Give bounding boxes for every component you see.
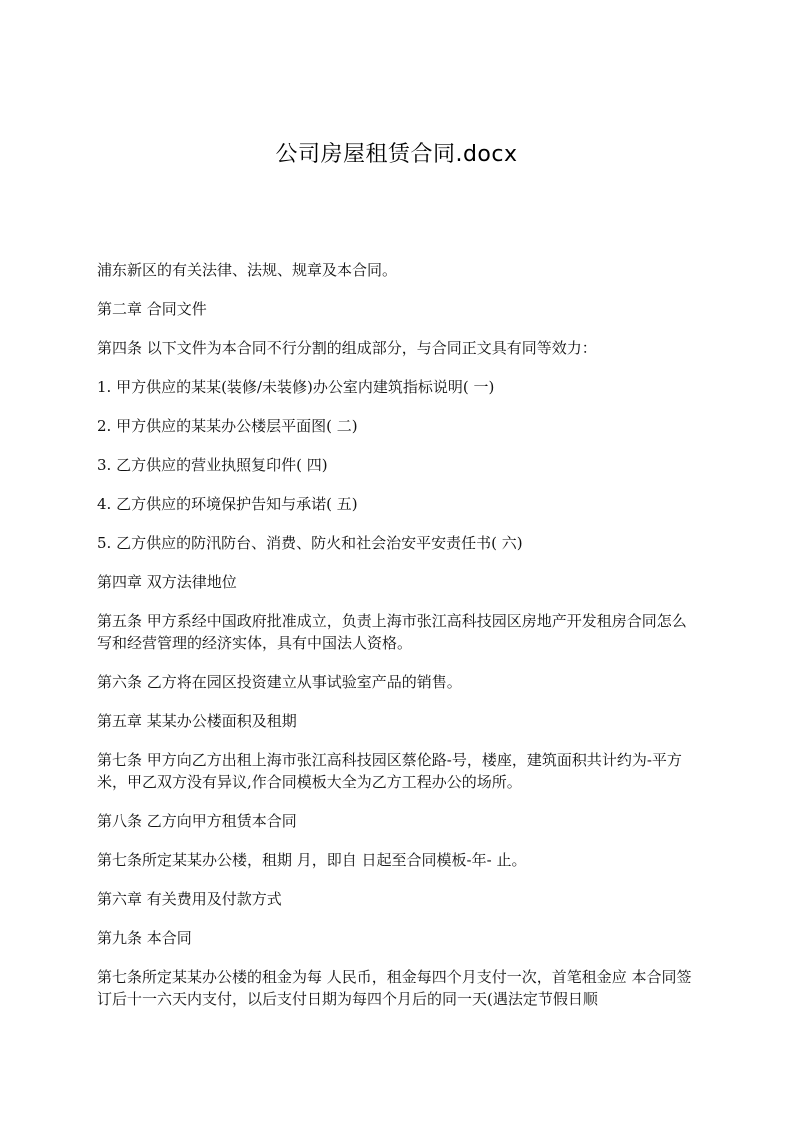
list-item: 2. 甲方供应的某某办公楼层平面图( 二)	[97, 417, 358, 435]
paragraph: 第八条 乙方向甲方租赁本合同	[97, 812, 297, 830]
paragraph: 第六条 乙方将在园区投资建立从事试验室产品的销售。	[97, 673, 462, 691]
paragraph: 第四条 以下文件为本合同不行分割的组成部分，与合同正文具有同等效力：	[97, 339, 597, 357]
chapter-heading: 第四章 双方法律地位	[97, 573, 237, 591]
document-title: 公司房屋租赁合同.docx	[275, 142, 518, 167]
paragraph: 第五条 甲方系经中国政府批准成立，负责上海市张江高科技园区房地产开发租房合同怎么写和经营管理的经济实体，具有中国法人资格。	[97, 612, 687, 652]
list-item: 5. 乙方供应的防汛防台、消费、防火和社会治安平安责任书( 六)	[97, 534, 523, 552]
chapter-heading: 第五章 某某办公楼面积及租期	[97, 712, 297, 730]
chapter-heading: 第六章 有关费用及付款方式	[97, 890, 282, 908]
list-item: 3. 乙方供应的营业执照复印件( 四)	[97, 456, 328, 474]
paragraph: 第七条所定某某办公楼，租期 月，即自 日起至合同模板-年- 止。	[97, 851, 527, 869]
paragraph: 浦东新区的有关法律、法规、规章及本合同。	[97, 261, 398, 279]
paragraph: 第七条 甲方向乙方出租上海市张江高科技园区蔡伦路-号，楼座，建筑面积共计约为-平方米，甲乙双方没有异议,作合同模板大全为乙方工程办公的场所。	[97, 751, 682, 791]
list-item: 1. 甲方供应的某某(装修/未装修)办公室内建筑指标说明( 一)	[97, 378, 495, 396]
paragraph: 第九条 本合同	[97, 929, 192, 947]
paragraph: 第七条所定某某办公楼的租金为每 人民币，租金每四个月支付一次，首笔租金应 本合同签订后十一六天内支付，以后支付日期为每四个月后的同一天(遇法定节假日顺	[97, 968, 692, 1008]
chapter-heading: 第二章 合同文件	[97, 300, 207, 318]
document-body	[97, 259, 697, 1027]
list-item: 4. 乙方供应的环境保护告知与承诺( 五)	[97, 495, 358, 513]
